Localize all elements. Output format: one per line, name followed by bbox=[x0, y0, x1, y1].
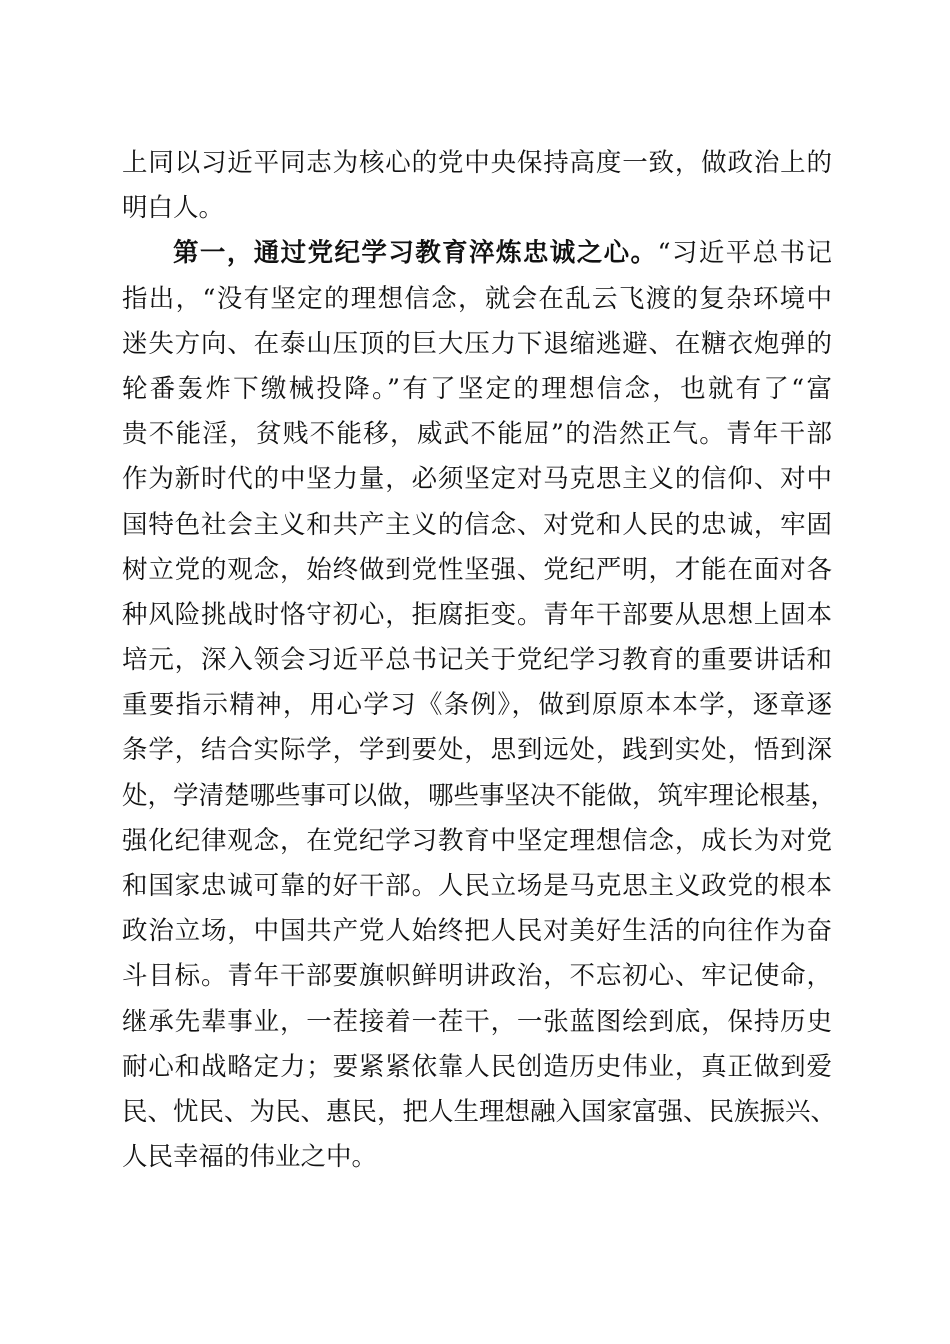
paragraph-line: 种风险挑战时恪守初心，拒腐拒变。青年干部要从思想上固本 bbox=[122, 599, 832, 630]
paragraph-line: 培元，深入领会习近平总书记关于党纪学习教育的重要讲话和 bbox=[122, 645, 832, 676]
paragraph-line: 条学，结合实际学，学到要处，思到远处，践到实处，悟到深 bbox=[122, 735, 832, 766]
paragraph-line: 重要指示精神，用心学习《条例》，做到原原本本学，逐章逐 bbox=[122, 690, 832, 721]
paragraph-line: 民、忧民、为民、惠民，把人生理想融入国家富强、民族振兴、 bbox=[122, 1096, 837, 1127]
paragraph-line: 耐心和战略定力；要紧紧依靠人民创造历史伟业，真正做到爱 bbox=[122, 1051, 832, 1082]
paragraph-line: 迷失方向、在泰山压顶的巨大压力下退缩逃避、在糖衣炮弹的 bbox=[122, 328, 832, 359]
paragraph-line: 政治立场，中国共产党人始终把人民对美好生活的向往作为奋 bbox=[122, 916, 832, 947]
paragraph-line: 明白人。 bbox=[122, 193, 225, 224]
paragraph-line: 树立党的观念，始终做到党性坚强、党纪严明，才能在面对各 bbox=[122, 554, 832, 585]
paragraph-line: 轮番轰炸下缴械投降。”有了坚定的理想信念，也就有了“富 bbox=[122, 373, 832, 404]
paragraph-line-rest: “习近平总书记 bbox=[657, 238, 832, 269]
paragraph-line: 上同以习近平同志为核心的党中央保持高度一致，做政治上的 bbox=[122, 148, 832, 178]
paragraph-line: 指出，“没有坚定的理想信念，就会在乱云飞渡的复杂环境中 bbox=[122, 283, 832, 314]
paragraph-heading-line bbox=[122, 231, 832, 276]
body-text bbox=[122, 141, 837, 1180]
paragraph-line: 继承先辈事业，一茬接着一茬干，一张蓝图绘到底，保持历史 bbox=[122, 1006, 832, 1037]
paragraph-line: 人民幸福的伟业之中。 bbox=[122, 1142, 378, 1173]
paragraph-line: 强化纪律观念，在党纪学习教育中坚定理想信念，成长为对党 bbox=[122, 825, 832, 856]
paragraph-line: 和国家忠诚可靠的好干部。人民立场是马克思主义政党的根本 bbox=[122, 871, 832, 901]
paragraph-line: 贵不能淫，贫贱不能移，威武不能屈”的浩然正气。青年干部 bbox=[122, 419, 832, 450]
paragraph-line: 斗目标。青年干部要旗帜鲜明讲政治，不忘初心、牢记使命， bbox=[122, 961, 832, 992]
paragraph-line: 国特色社会主义和共产主义的信念、对党和人民的忠诚，牢固 bbox=[122, 509, 832, 540]
paragraph-line: 处，学清楚哪些事可以做，哪些事坚决不能做，筑牢理论根基， bbox=[122, 780, 837, 811]
paragraph-line: 作为新时代的中坚力量，必须坚定对马克思主义的信仰、对中 bbox=[122, 464, 832, 495]
section-heading: 第一，通过党纪学习教育淬炼忠诚之心。 bbox=[173, 238, 658, 269]
